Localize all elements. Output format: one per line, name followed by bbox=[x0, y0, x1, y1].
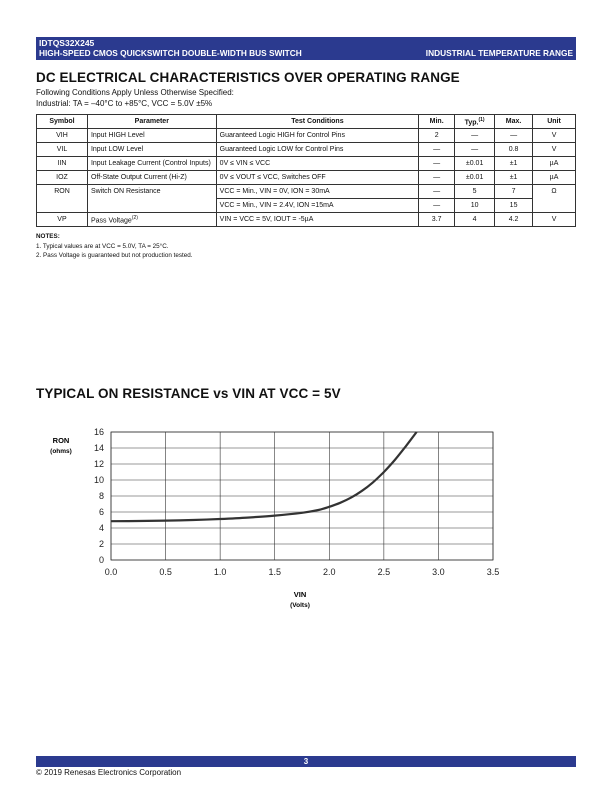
row-min: 3.7 bbox=[419, 213, 455, 227]
conditions-line-2: Industrial: TA = –40°C to +85°C, VCC = 5.0V ±5% bbox=[36, 99, 213, 108]
row-typ: — bbox=[455, 143, 495, 157]
row-test: VIN = VCC = 5V, IOUT = -5µA bbox=[216, 213, 419, 227]
x-tick-label: 2.0 bbox=[323, 567, 336, 577]
x-tick-label: 2.5 bbox=[377, 567, 391, 577]
row-max: 7 bbox=[495, 185, 533, 199]
row-test: 0V ≤ VOUT ≤ VCC, Switches OFF bbox=[216, 171, 419, 185]
y-tick-label: 4 bbox=[98, 523, 104, 533]
y-tick-label: 16 bbox=[93, 427, 104, 437]
row-max: 0.8 bbox=[495, 143, 533, 157]
dc-section-title: DC ELECTRICAL CHARACTERISTICS OVER OPERATING RANGE bbox=[36, 70, 460, 85]
row-symbol: RON bbox=[37, 185, 88, 213]
row-max: 15 bbox=[495, 199, 533, 213]
row-unit: V bbox=[533, 129, 576, 143]
row-parameter: Input LOW Level bbox=[87, 143, 216, 157]
y-tick-label: 12 bbox=[93, 459, 104, 469]
series-line bbox=[111, 432, 417, 521]
x-tick-label: 1.0 bbox=[213, 567, 227, 577]
page-number: 3 bbox=[303, 757, 309, 766]
y-tick-label: 10 bbox=[93, 475, 104, 485]
row-min: — bbox=[419, 143, 455, 157]
row-test: 0V ≤ VIN ≤ VCC bbox=[216, 157, 419, 171]
row-max: 4.2 bbox=[495, 213, 533, 227]
x-tick-label: 3.0 bbox=[432, 567, 445, 577]
temperature-range: INDUSTRIAL TEMPERATURE RANGE bbox=[425, 48, 573, 58]
col-max: Max. bbox=[495, 115, 533, 129]
row-min: — bbox=[419, 171, 455, 185]
conditions-line-1: Following Conditions Apply Unless Otherwise Specified: bbox=[36, 88, 234, 97]
y-tick-label: 2 bbox=[98, 539, 104, 549]
row-typ: ±0.01 bbox=[455, 171, 495, 185]
note-2: 2. Pass Voltage is guaranteed but not production tested. bbox=[36, 252, 193, 259]
x-axis-label: VIN bbox=[293, 590, 307, 599]
x-tick-label: 0.0 bbox=[104, 567, 118, 577]
x-axis-unit: (Volts) bbox=[290, 602, 310, 609]
row-unit: V bbox=[533, 213, 576, 227]
col-test-conditions: Test Conditions bbox=[216, 115, 419, 129]
row-typ: 10 bbox=[455, 199, 495, 213]
col-symbol: Symbol bbox=[37, 115, 88, 129]
device-description: HIGH-SPEED CMOS QUICKSWITCH DOUBLE-WIDTH BUS SWITCH bbox=[39, 48, 302, 58]
row-parameter: Input HIGH Level bbox=[87, 129, 216, 143]
copyright: © 2019 Renesas Electronics Corporation bbox=[36, 768, 182, 777]
row-unit: µA bbox=[533, 157, 576, 171]
col-typ-note: (1) bbox=[478, 116, 485, 123]
y-tick-label: 8 bbox=[98, 491, 104, 501]
chart-title: TYPICAL ON RESISTANCE vs VIN AT VCC = 5V bbox=[36, 386, 341, 401]
row-parameter: Off-State Output Current (Hi-Z) bbox=[87, 171, 216, 185]
notes-heading: NOTES: bbox=[36, 233, 60, 240]
row-max: ±1 bbox=[495, 171, 533, 185]
col-parameter: Parameter bbox=[87, 115, 216, 129]
row-parameter: Input Leakage Current (Control Inputs) bbox=[87, 157, 216, 171]
part-number: IDTQS32X245 bbox=[39, 38, 95, 48]
y-tick-label: 14 bbox=[93, 443, 104, 453]
row-typ: 5 bbox=[455, 185, 495, 199]
row-min: — bbox=[419, 185, 455, 199]
row-symbol: VIL bbox=[37, 143, 88, 157]
row-min: — bbox=[419, 157, 455, 171]
row-symbol: IOZ bbox=[37, 171, 88, 185]
row-max: ±1 bbox=[495, 157, 533, 171]
row-unit: Ω bbox=[533, 185, 576, 213]
col-typ-label: Typ. bbox=[464, 119, 479, 127]
y-axis-label: RON bbox=[52, 436, 70, 445]
row-parameter-text: Pass Voltage bbox=[90, 217, 132, 225]
col-min: Min. bbox=[419, 115, 455, 129]
x-tick-label: 1.5 bbox=[268, 567, 281, 577]
x-tick-label: 3.5 bbox=[486, 567, 500, 577]
y-axis-unit: (ohms) bbox=[50, 448, 72, 455]
row-symbol: VIH bbox=[37, 129, 88, 143]
row-unit: V bbox=[533, 143, 576, 157]
row-unit: µA bbox=[533, 171, 576, 185]
col-unit: Unit bbox=[533, 115, 576, 129]
y-tick-label: 6 bbox=[98, 507, 104, 517]
row-typ: — bbox=[455, 129, 495, 143]
row-test: VCC = Min., VIN = 0V, ION = 30mA bbox=[216, 185, 419, 199]
y-tick-label: 0 bbox=[98, 555, 104, 565]
row-typ: ±0.01 bbox=[455, 157, 495, 171]
row-typ: 4 bbox=[455, 213, 495, 227]
row-min: 2 bbox=[419, 129, 455, 143]
row-test: VCC = Min., VIN = 2.4V, ION =15mA bbox=[216, 199, 419, 213]
x-tick-label: 0.5 bbox=[159, 567, 172, 577]
row-test: Guaranteed Logic LOW for Control Pins bbox=[216, 143, 419, 157]
note-1: 1. Typical values are at VCC = 5.0V, TA = 25°C. bbox=[36, 242, 169, 250]
row-parameter: Switch ON Resistance bbox=[87, 185, 216, 213]
row-parameter-note: (2) bbox=[131, 214, 138, 221]
row-symbol: IIN bbox=[37, 157, 88, 171]
row-symbol: VP bbox=[37, 213, 88, 227]
row-test: Guaranteed Logic HIGH for Control Pins bbox=[216, 129, 419, 143]
footer-bar bbox=[36, 756, 576, 767]
row-max: — bbox=[495, 129, 533, 143]
row-min: — bbox=[419, 199, 455, 213]
